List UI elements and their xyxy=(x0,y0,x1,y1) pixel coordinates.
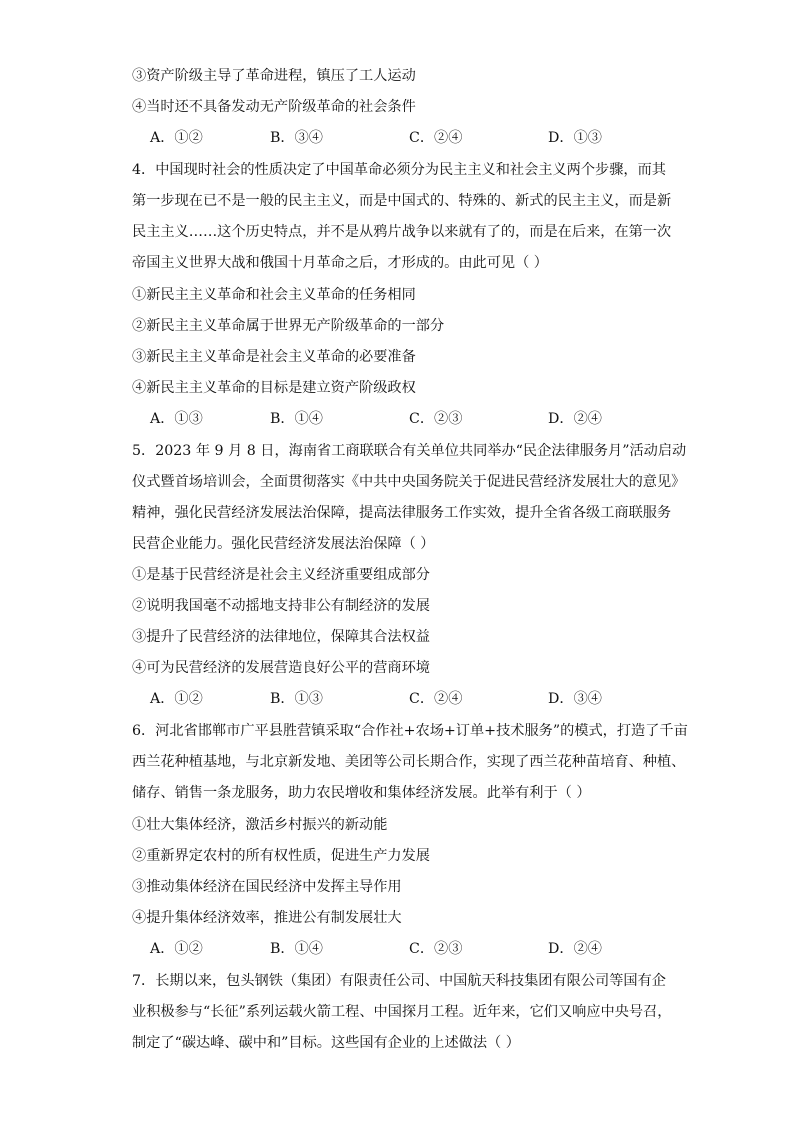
question-3-option-b[interactable]: B．③④ xyxy=(270,130,323,146)
question-4-stem-line: 第一步现在已不是一般的民主主义，而是中国式的、特殊的、新式的民主主义，而是新 xyxy=(132,193,672,209)
question-6-item-4: ④提升集体经济效率，推进公有制发展壮大 xyxy=(132,910,402,926)
question-5-option-b[interactable]: B．①③ xyxy=(270,691,323,707)
question-6-option-d[interactable]: D．②④ xyxy=(548,941,602,957)
question-6-option-b[interactable]: B．①④ xyxy=(270,941,323,957)
question-6-item-2: ②重新界定农村的所有权性质，促进生产力发展 xyxy=(132,848,430,864)
question-6-stem-line: 6．河北省邯郸市广平县胜营镇采取“合作社+农场+订单+技术服务”的模式，打造了千亩 xyxy=(132,723,688,739)
question-4-item-2: ②新民主主义革命属于世界无产阶级革命的一部分 xyxy=(132,318,445,334)
question-5-item-2: ②说明我国毫不动摇地支持非公有制经济的发展 xyxy=(132,598,430,614)
question-3-item-3: ③资产阶级主导了革命进程，镇压了工人运动 xyxy=(132,68,416,84)
question-7-stem-line: 制定了“碳达峰、碳中和”目标。这些国有企业的上述做法（ ） xyxy=(132,1035,520,1051)
question-4-option-a[interactable]: A．①③ xyxy=(150,411,203,427)
question-4-options xyxy=(150,409,670,429)
question-5-stem-line: 5．2023 年 9 月 8 日，海南省工商联联合有关单位共同举办“民企法律服务月”活动启动 xyxy=(132,443,687,459)
question-4-option-b[interactable]: B．①④ xyxy=(270,411,323,427)
question-5-options xyxy=(150,689,670,709)
question-4-option-d[interactable]: D．②④ xyxy=(548,411,602,427)
question-5-option-a[interactable]: A．①② xyxy=(150,691,203,707)
question-7-stem-line: 7．长期以来，包头钢铁（集团）有限责任公司、中国航天科技集团有限公司等国有企 xyxy=(132,973,666,989)
question-3-option-d[interactable]: D．①③ xyxy=(548,130,602,146)
question-4-stem-line: 帝国主义世界大战和俄国十月革命之后，才形成的。由此可见（ ） xyxy=(132,255,548,271)
question-6-options xyxy=(150,939,670,959)
question-5-item-3: ③提升了民营经济的法律地位，保障其合法权益 xyxy=(132,629,430,645)
question-4-item-4: ④新民主主义革命的目标是建立资产阶级政权 xyxy=(132,380,416,396)
question-4-item-3: ③新民主主义革命是社会主义革命的必要准备 xyxy=(132,349,416,365)
question-6-stem-line: 西兰花种植基地，与北京新发地、美团等公司长期合作，实现了西兰花种苗培育、种植、 xyxy=(132,754,686,770)
question-4-stem-line: 民主主义……这个历史特点，并不是从鸦片战争以来就有了的，而是在后来，在第一次 xyxy=(132,224,672,240)
question-6-option-c[interactable]: C．②③ xyxy=(409,941,463,957)
question-4-item-1: ①新民主主义革命和社会主义革命的任务相同 xyxy=(132,287,416,303)
question-7-stem-line: 业积极参与“长征”系列运载火箭工程、中国探月工程。近年来，它们又响应中央号召， xyxy=(132,1004,672,1020)
question-3-option-c[interactable]: C．②④ xyxy=(409,130,463,146)
question-5-stem-line: 精神，强化民营经济发展法治保障，提高法律服务工作实效，提升全省各级工商联服务 xyxy=(132,505,672,521)
question-6-item-3: ③推动集体经济在国民经济中发挥主导作用 xyxy=(132,879,402,895)
question-5-stem-line: 民营企业能力。强化民营经济发展法治保障（ ） xyxy=(132,536,435,552)
question-5-option-d[interactable]: D．③④ xyxy=(548,691,602,707)
question-6-item-1: ①壮大集体经济，激活乡村振兴的新动能 xyxy=(132,817,388,833)
question-4-option-c[interactable]: C．②③ xyxy=(409,411,463,427)
question-6-stem-line: 储存、销售一条龙服务，助力农民增收和集体经济发展。此举有利于（ ） xyxy=(132,785,591,801)
question-6-option-a[interactable]: A．①② xyxy=(150,941,203,957)
question-3-item-4: ④当时还不具备发动无产阶级革命的社会条件 xyxy=(132,99,416,115)
question-5-item-4: ④可为民营经济的发展营造良好公平的营商环境 xyxy=(132,660,430,676)
question-4-stem-line: 4．中国现时社会的性质决定了中国革命必须分为民主主义和社会主义两个步骤，而其 xyxy=(132,162,666,178)
question-5-stem-line: 仪式暨首场培训会，全面贯彻落实《中共中央国务院关于促进民营经济发展壮大的意见》 xyxy=(132,474,686,490)
question-5-item-1: ①是基于民营经济是社会主义经济重要组成部分 xyxy=(132,567,430,583)
question-5-option-c[interactable]: C．②④ xyxy=(409,691,463,707)
question-3-options xyxy=(150,128,670,148)
question-3-option-a[interactable]: A．①② xyxy=(150,130,203,146)
